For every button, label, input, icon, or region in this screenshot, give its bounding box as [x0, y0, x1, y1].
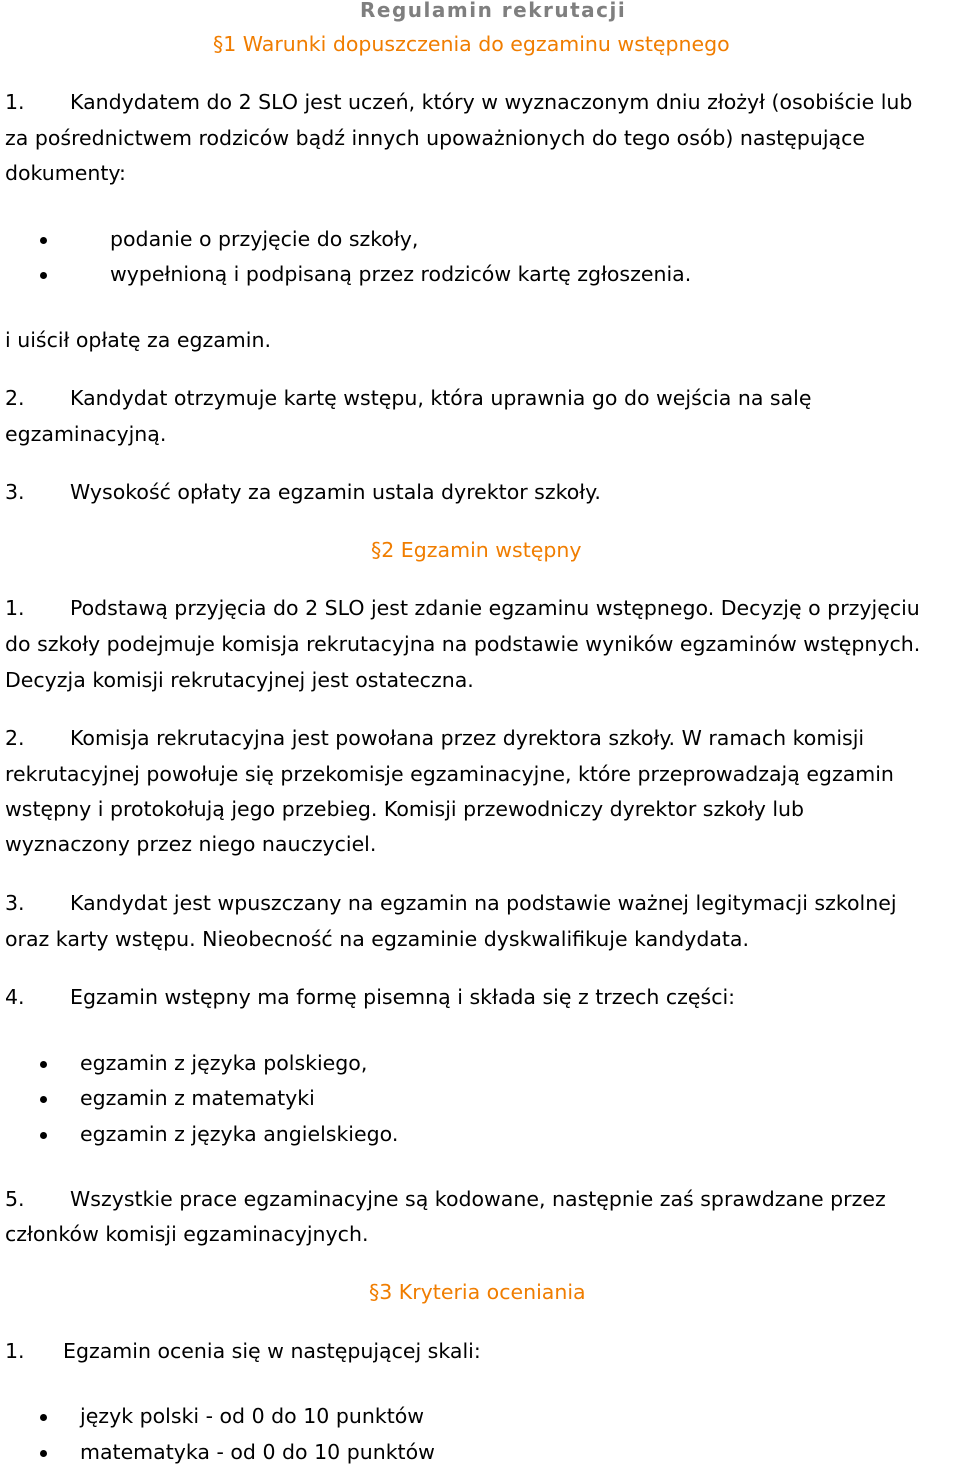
s2-paragraph-3-line-2: oraz karty wstępu. Nieobecność na egzaminie dyskwalifikuje kandydata. — [5, 927, 750, 951]
s1-paragraph-1-line-3: dokumenty: — [5, 161, 126, 185]
bullet-icon — [40, 1096, 47, 1103]
s2-paragraph-3-line-1: 3. Kandydat jest wpuszczany na egzamin na podstawie ważnej legitymacji szkolnej — [5, 891, 897, 915]
s2-list-item: egzamin z języka polskiego, — [80, 1051, 368, 1075]
s1-p3-number: 3. — [5, 480, 25, 504]
s1-paragraph-1-line-2: za pośrednictwem rodziców bądź innych upoważnionych do tego osób) następujące — [5, 126, 865, 150]
s2-paragraph-1-line-3: Decyzja komisji rekrutacyjnej jest ostateczna. — [5, 668, 474, 692]
s2-p3-number: 3. — [5, 891, 25, 915]
s2-paragraph-5-line-1: 5. Wszystkie prace egzaminacyjne są kodowane, następnie zaś sprawdzane przez — [5, 1187, 886, 1211]
s2-paragraph-2-line-2: rekrutacyjnej powołuje się przekomisje egzaminacyjne, które przeprowadzają egzamin — [5, 762, 894, 786]
bullet-icon — [40, 1132, 47, 1139]
s1-paragraph-3-line-1: 3. Wysokość opłaty za egzamin ustala dyrektor szkoły. — [5, 480, 601, 504]
s1-paragraph-2-line-1: 2. Kandydat otrzymuje kartę wstępu, która uprawnia go do wejścia na salę — [5, 386, 812, 410]
bullet-icon — [40, 237, 47, 244]
s3-paragraph-1-line-1: 1. Egzamin ocenia się w następującej skali: — [5, 1339, 481, 1363]
bullet-icon — [40, 1450, 47, 1457]
bullet-icon — [40, 1414, 47, 1421]
s1-paragraph-2-line-2: egzaminacyjną. — [5, 422, 167, 446]
s2-paragraph-2-line-3: wstępny i protokołują jego przebieg. Komisji przewodniczy dyrektor szkoły lub — [5, 797, 805, 821]
s2-paragraph-2-line-4: wyznaczony przez niego nauczyciel. — [5, 832, 377, 856]
s1-list-item: wypełnioną i podpisaną przez rodziców kartę zgłoszenia. — [110, 262, 692, 286]
s2-p4-number: 4. — [5, 985, 25, 1009]
s2-p2-number: 2. — [5, 726, 25, 750]
s2-paragraph-5-line-2: członków komisji egzaminacyjnych. — [5, 1222, 369, 1246]
s1-list-item: podanie o przyjęcie do szkoły, — [110, 227, 419, 251]
section-1-heading: §1 Warunki dopuszczenia do egzaminu wstępnego — [213, 32, 730, 56]
s1-paragraph-1-line-1: 1. Kandydatem do 2 SLO jest uczeń, który w wyznaczonym dniu złożył (osobiście lub — [5, 90, 913, 114]
s2-p1-number: 1. — [5, 596, 25, 620]
section-2-heading: §2 Egzamin wstępny — [371, 538, 582, 562]
s2-paragraph-4-line-1: 4. Egzamin wstępny ma formę pisemną i składa się z trzech części: — [5, 985, 736, 1009]
s2-paragraph-1-line-1: 1. Podstawą przyjęcia do 2 SLO jest zdanie egzaminu wstępnego. Decyzję o przyjęciu — [5, 596, 920, 620]
s1-fee-line: i uiścił opłatę za egzamin. — [5, 328, 271, 352]
s2-list-item: egzamin z języka angielskiego. — [80, 1122, 399, 1146]
bullet-icon — [40, 272, 47, 279]
bullet-icon — [40, 1061, 47, 1068]
s3-list-item: język polski - od 0 do 10 punktów — [80, 1404, 425, 1428]
s3-p1-number: 1. — [5, 1339, 25, 1363]
document-title: Regulamin rekrutacji — [360, 0, 627, 22]
s3-list-item: matematyka - od 0 do 10 punktów — [80, 1440, 435, 1464]
s2-paragraph-1-line-2: do szkoły podejmuje komisja rekrutacyjna na podstawie wyników egzaminów wstępnych. — [5, 632, 921, 656]
section-3-heading: §3 Kryteria oceniania — [369, 1280, 586, 1304]
s2-p5-number: 5. — [5, 1187, 25, 1211]
s1-p1-number: 1. — [5, 90, 25, 114]
s2-paragraph-2-line-1: 2. Komisja rekrutacyjna jest powołana przez dyrektora szkoły. W ramach komisji — [5, 726, 865, 750]
s2-list-item: egzamin z matematyki — [80, 1086, 315, 1110]
s1-p2-number: 2. — [5, 386, 25, 410]
